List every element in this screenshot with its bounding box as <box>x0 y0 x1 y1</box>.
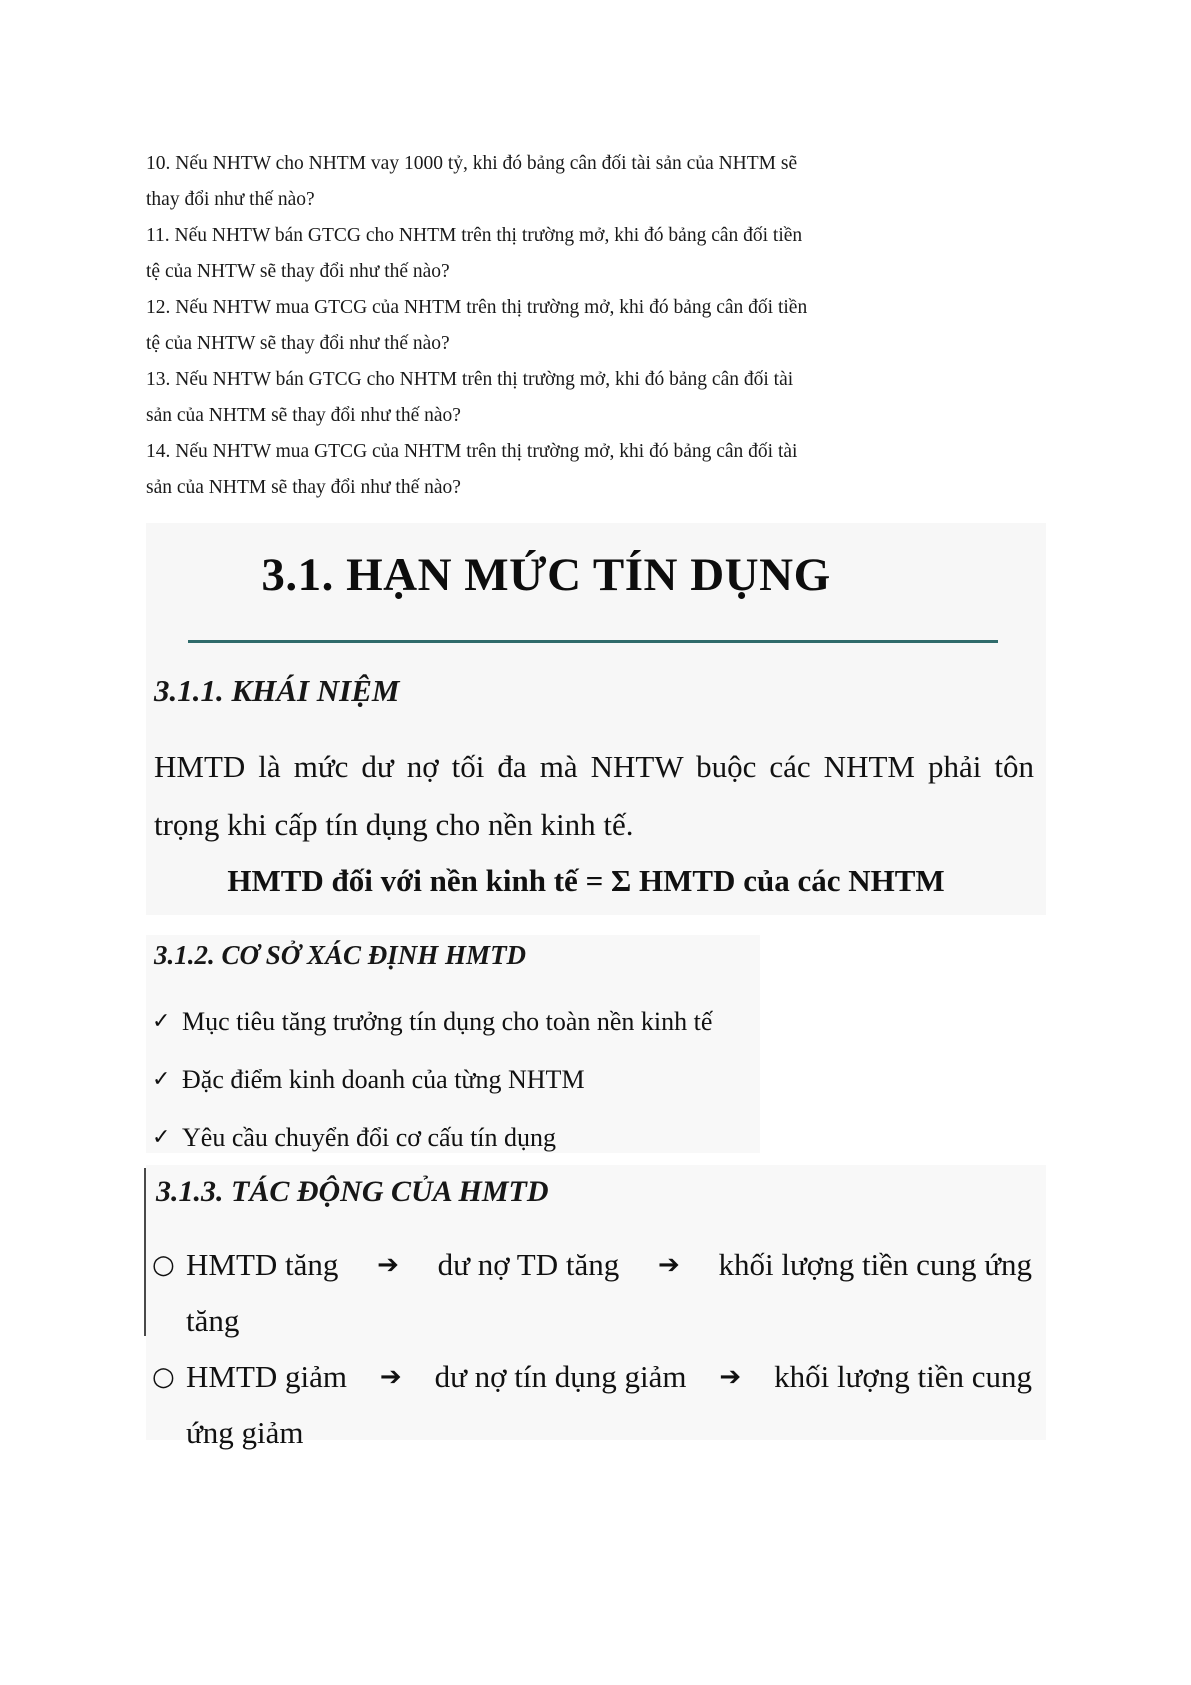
check-icon: ✓ <box>152 1009 171 1034</box>
impact-line <box>186 1349 1032 1405</box>
credit-limit-slide <box>146 523 1046 915</box>
question-11-line-1: 11. Nếu NHTW bán GTCG cho NHTM trên thị trường mở, khi đó bảng cân đối tiền <box>146 225 803 246</box>
question-13-line-1: 13. Nếu NHTW bán GTCG cho NHTM trên thị trường mở, khi đó bảng cân đối tài <box>146 369 794 390</box>
question-10-line-1: 10. Nếu NHTW cho NHTM vay 1000 tỷ, khi đó bảng cân đối tài sản của NHTM sẽ <box>146 153 798 174</box>
basis-list <box>152 993 712 1167</box>
question-13-line-2: sản của NHTM sẽ thay đổi như thế nào? <box>146 405 461 426</box>
list-item <box>152 1349 1042 1461</box>
slide-title: 3.1. HẠN MỨC TÍN DỤNG <box>261 549 831 601</box>
impact-result: khối lượng tiền cung <box>774 1359 1032 1394</box>
formula: HMTD đối với nền kinh tế = Σ HMTD của các NHTM <box>227 863 945 898</box>
question-10-line-2: thay đổi như thế nào? <box>146 189 315 210</box>
check-icon: ✓ <box>152 1067 171 1092</box>
circle-bullet-icon: ○ <box>152 1362 175 1392</box>
list-item <box>152 1237 1042 1349</box>
section-heading-basis: 3.1.2. CƠ SỞ XÁC ĐỊNH HMTD <box>154 940 527 970</box>
basis-panel <box>146 935 760 1153</box>
impact-middle: dư nợ tín dụng giảm <box>434 1359 687 1394</box>
impact-continuation: ứng giảm <box>186 1415 304 1450</box>
list-item <box>152 1051 712 1109</box>
question-12-line-2: tệ của NHTW sẽ thay đổi như thế nào? <box>146 333 450 354</box>
arrow-right-icon: ➔ <box>377 1250 399 1280</box>
section-heading-impact: 3.1.3. TÁC ĐỘNG CỦA HMTD <box>156 1175 549 1208</box>
question-12-line-1: 12. Nếu NHTW mua GTCG của NHTM trên thị trường mở, khi đó bảng cân đối tiền <box>146 297 808 318</box>
basis-item-text: Đặc điểm kinh doanh của từng NHTM <box>182 1065 585 1094</box>
definition-text: HMTD là mức dư nợ tối đa mà NHTW buộc các NHTM phải tôn trọng khi cấp tín dụng cho nền kinh tế. <box>154 749 1034 842</box>
title-divider <box>188 640 998 643</box>
impact-middle: dư nợ TD tăng <box>437 1247 620 1282</box>
impact-cause: HMTD giảm <box>186 1359 348 1394</box>
circle-bullet-icon: ○ <box>152 1250 175 1280</box>
list-item <box>152 993 712 1051</box>
question-14-line-1: 14. Nếu NHTW mua GTCG của NHTM trên thị trường mở, khi đó bảng cân đối tài <box>146 441 798 462</box>
impact-panel <box>146 1165 1046 1450</box>
arrow-right-icon: ➔ <box>719 1362 742 1392</box>
impact-line <box>186 1237 1032 1293</box>
exercise-questions <box>146 146 851 506</box>
section-heading-concept: 3.1.1. KHÁI NIỆM <box>154 673 400 708</box>
impact-cause: HMTD tăng <box>186 1247 339 1282</box>
question-11-line-2: tệ của NHTW sẽ thay đổi như thế nào? <box>146 261 450 282</box>
question-14-line-2: sản của NHTM sẽ thay đổi như thế nào? <box>146 477 461 498</box>
check-icon: ✓ <box>152 1125 171 1150</box>
impact-continuation: tăng <box>186 1303 240 1338</box>
basis-item-text: Yêu cầu chuyển đổi cơ cấu tín dụng <box>182 1123 557 1152</box>
list-item <box>152 1109 712 1167</box>
impact-list <box>152 1237 1042 1461</box>
basis-item-text: Mục tiêu tăng trưởng tín dụng cho toàn nền kinh tế <box>182 1007 713 1036</box>
arrow-right-icon: ➔ <box>658 1250 680 1280</box>
arrow-right-icon: ➔ <box>379 1362 402 1392</box>
impact-result: khối lượng tiền cung ứng <box>718 1247 1032 1282</box>
